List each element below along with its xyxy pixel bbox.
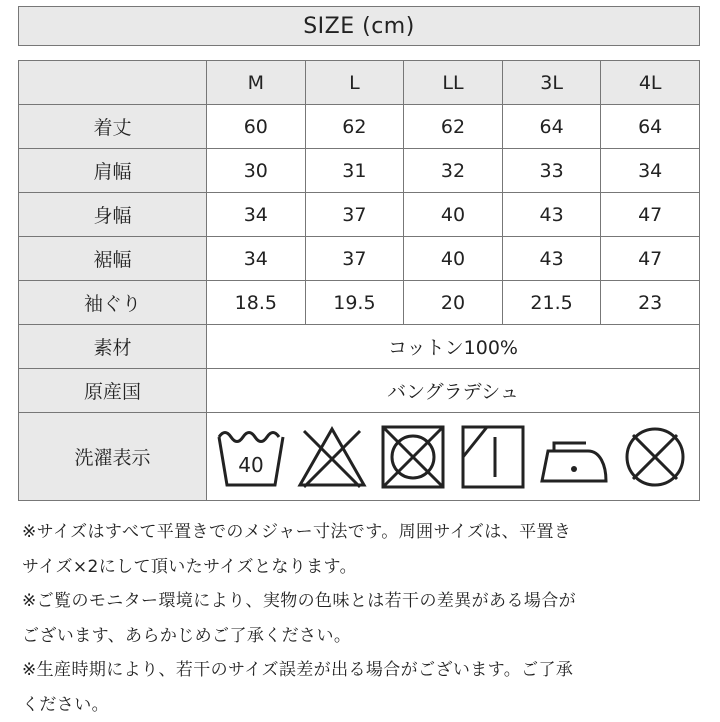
size-notes: [22, 515, 702, 722]
column-header: 3L: [502, 61, 601, 105]
table-header-row: [19, 61, 700, 105]
wash-40-icon: [215, 423, 287, 491]
row-label: 身幅: [19, 193, 207, 237]
iron-low-icon: [538, 423, 610, 491]
care-symbols: [207, 413, 700, 501]
size-table: [18, 60, 700, 501]
note-line: ※ご覧のモニター環境により、実物の色味とは若干の差異がある場合が: [22, 584, 702, 619]
table-cell: 60: [207, 105, 306, 149]
no-bleach-icon: [296, 423, 368, 491]
table-cell: 32: [404, 149, 503, 193]
table-row: [19, 193, 700, 237]
table-cell: 64: [502, 105, 601, 149]
column-header: 4L: [601, 61, 700, 105]
row-label: 着丈: [19, 105, 207, 149]
table-cell: 30: [207, 149, 306, 193]
material-value: コットン100%: [207, 325, 700, 369]
row-label: 素材: [19, 325, 207, 369]
table-row: [19, 281, 700, 325]
note-line: ※サイズはすべて平置きでのメジャー寸法です。周囲サイズは、平置き: [22, 515, 702, 550]
care-row: [19, 413, 700, 501]
row-label: 肩幅: [19, 149, 207, 193]
column-header: LL: [404, 61, 503, 105]
column-header: L: [305, 61, 404, 105]
table-cell: 40: [404, 193, 503, 237]
header-corner: [19, 61, 207, 105]
table-cell: 64: [601, 105, 700, 149]
table-cell: 18.5: [207, 281, 306, 325]
table-cell: 47: [601, 237, 700, 281]
material-row: [19, 325, 700, 369]
no-dry-clean-icon: [619, 423, 691, 491]
row-label: 原産国: [19, 369, 207, 413]
table-cell: 37: [305, 237, 404, 281]
table-cell: 19.5: [305, 281, 404, 325]
table-cell: 34: [207, 193, 306, 237]
table-cell: 40: [404, 237, 503, 281]
table-cell: 23: [601, 281, 700, 325]
table-cell: 62: [305, 105, 404, 149]
column-header: M: [207, 61, 306, 105]
origin-value: バングラデシュ: [207, 369, 700, 413]
table-cell: 43: [502, 237, 601, 281]
table-cell: 31: [305, 149, 404, 193]
table-cell: 33: [502, 149, 601, 193]
table-cell: 47: [601, 193, 700, 237]
origin-row: [19, 369, 700, 413]
table-row: [19, 105, 700, 149]
note-line: ください。: [22, 688, 702, 722]
note-line: ございます、あらかじめご了承ください。: [22, 619, 702, 654]
table-row: [19, 149, 700, 193]
table-cell: 37: [305, 193, 404, 237]
table-row: [19, 237, 700, 281]
table-cell: 34: [207, 237, 306, 281]
table-cell: 62: [404, 105, 503, 149]
size-title: SIZE (cm): [18, 6, 700, 46]
table-cell: 21.5: [502, 281, 601, 325]
table-cell: 43: [502, 193, 601, 237]
row-label: 袖ぐり: [19, 281, 207, 325]
row-label: 裾幅: [19, 237, 207, 281]
wash-temp-text: 40: [239, 453, 264, 477]
line-dry-icon: [457, 423, 529, 491]
no-tumble-dry-icon: [377, 423, 449, 491]
row-label: 洗濯表示: [19, 413, 207, 501]
note-line: ※生産時期により、若干のサイズ誤差が出る場合がございます。ご了承: [22, 653, 702, 688]
table-cell: 34: [601, 149, 700, 193]
note-line: サイズ×2にして頂いたサイズとなります。: [22, 550, 702, 585]
table-cell: 20: [404, 281, 503, 325]
